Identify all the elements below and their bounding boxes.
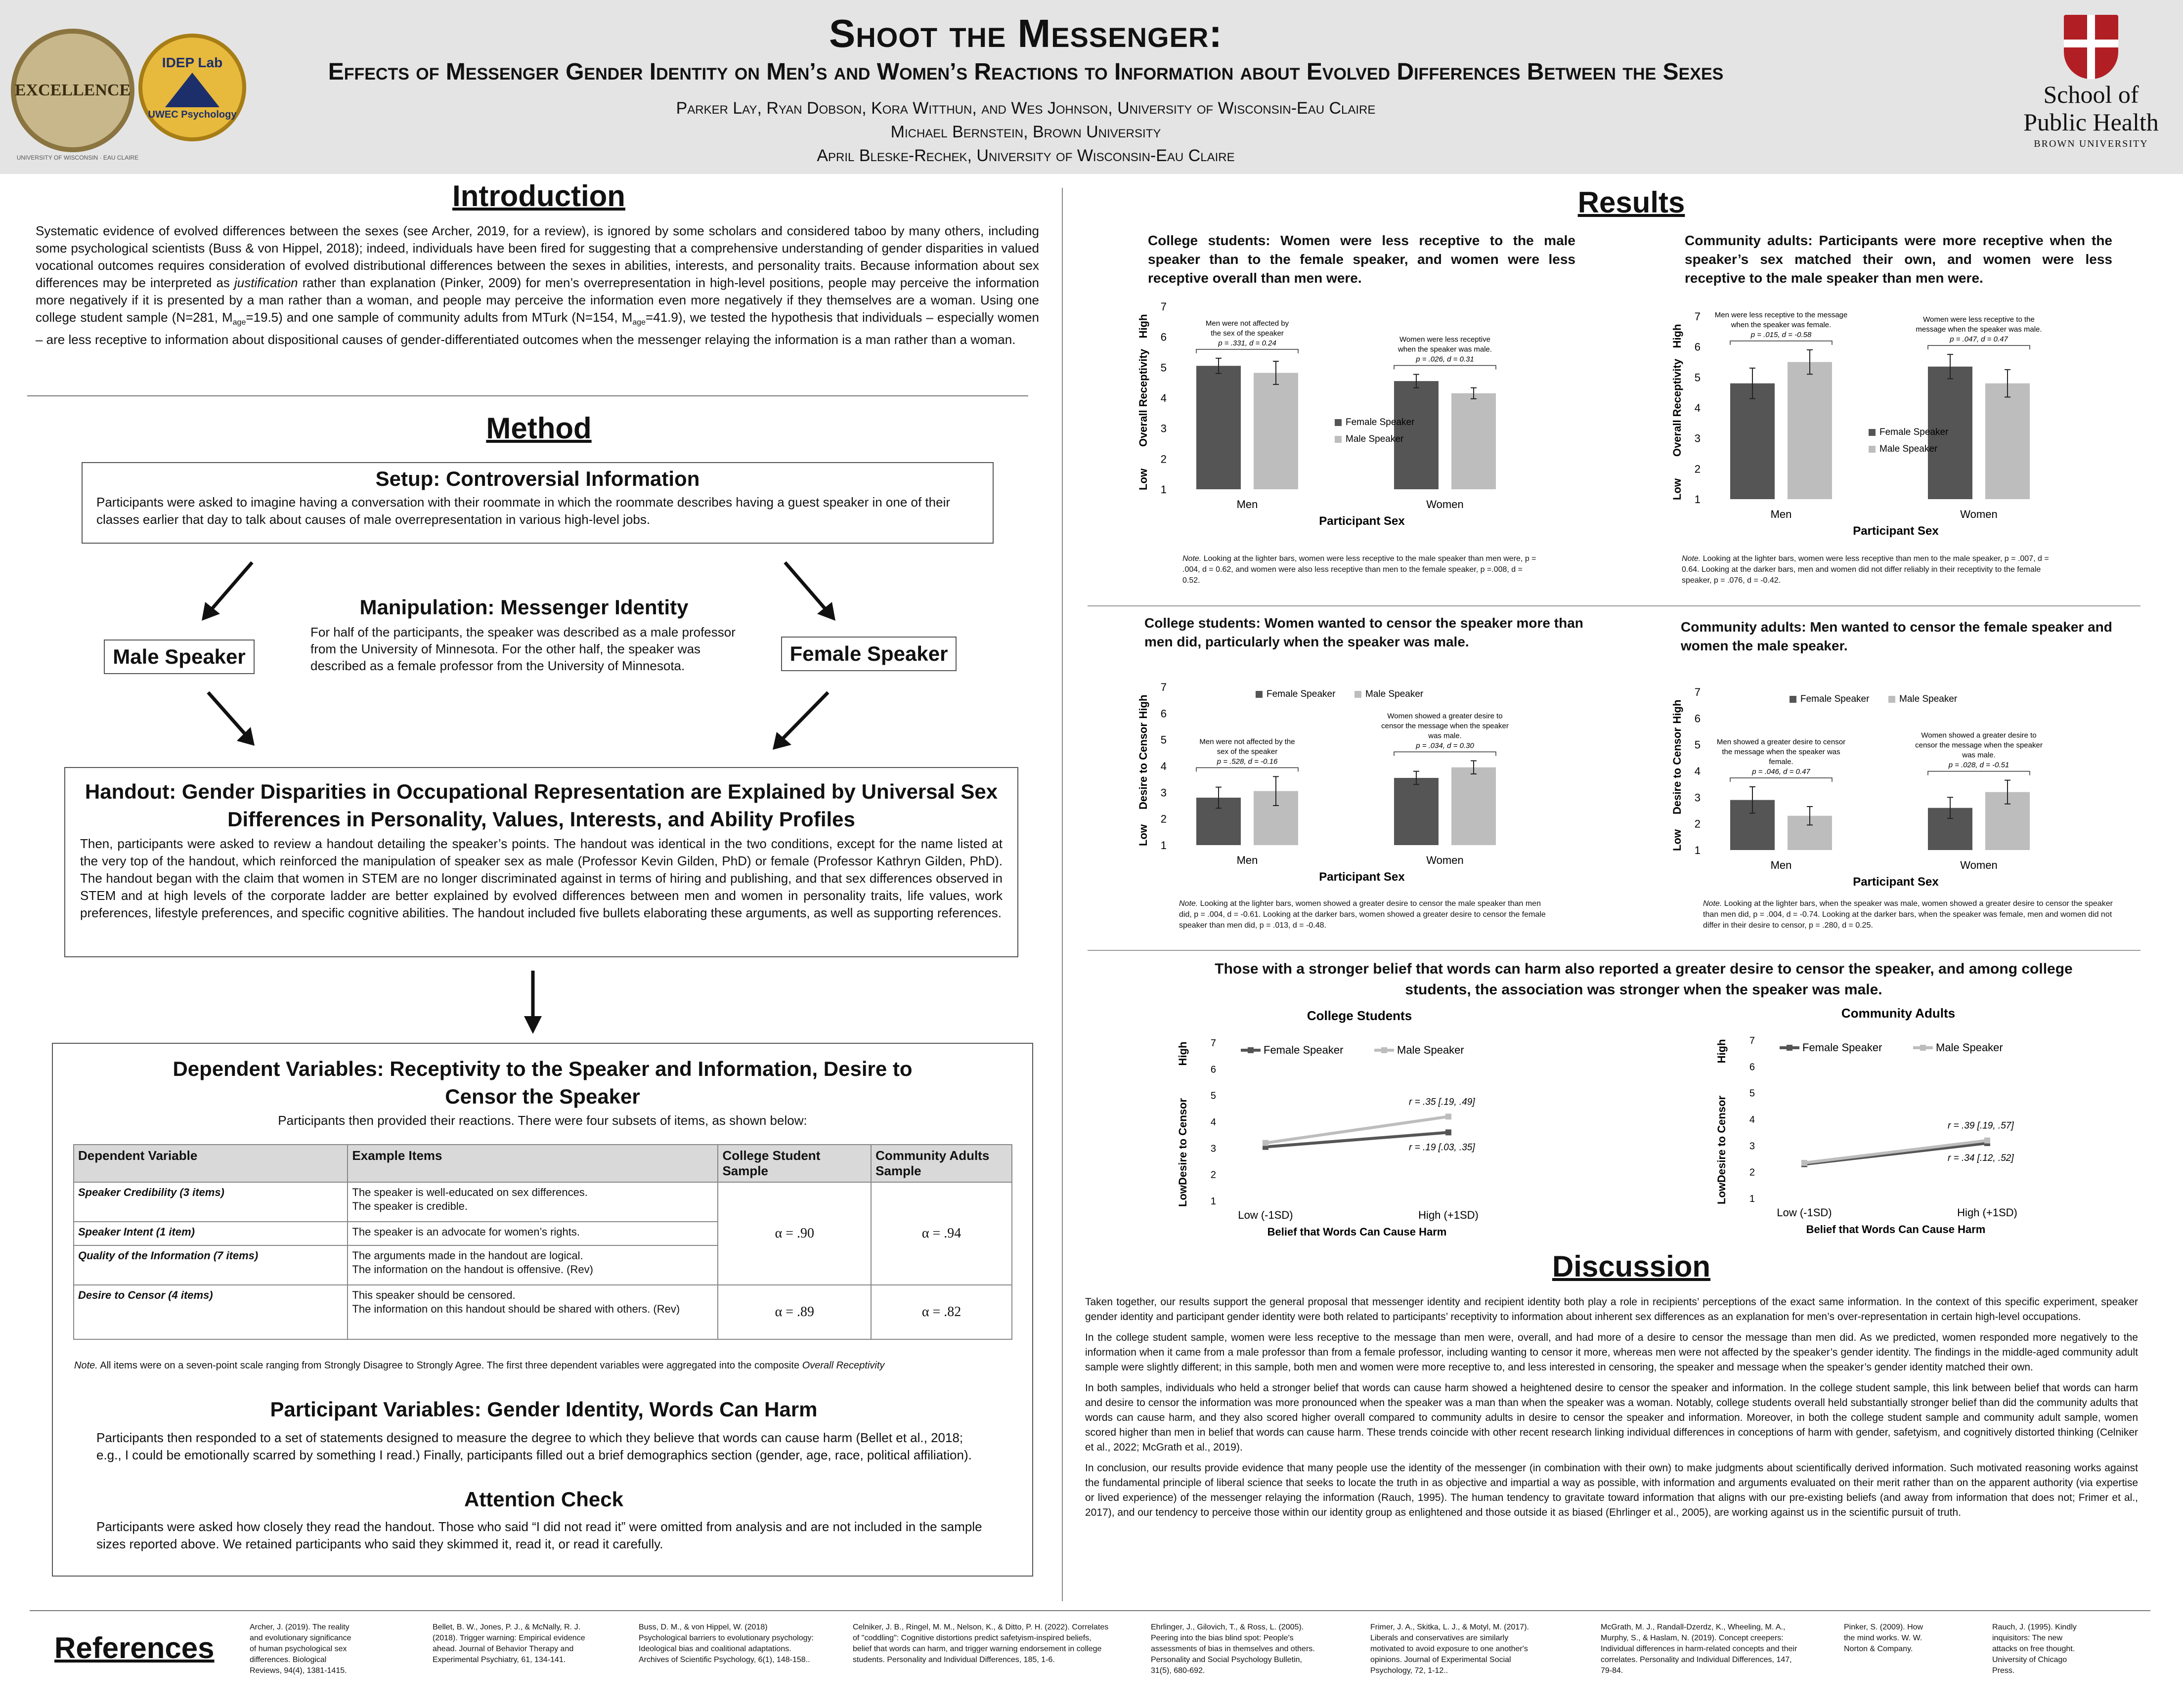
handout-box <box>64 767 1018 957</box>
reference-item: Celniker, J. B., Ringel, M. M., Nelson, K., & Ditto, P. H. (2022). Correlates of "coddling": Cognitive distortions predict safetyism-inspired beliefs, belief that words can harm, and trigger warning endorsement in college students. Personality and Individual Differences, 185, 1-6. <box>853 1623 1109 1664</box>
section-divider <box>27 395 1028 396</box>
y-tick-label: 2 <box>1160 453 1167 466</box>
x-tick-label: Low (-1SD) <box>1238 1209 1293 1221</box>
x-axis-label: Participant Sex <box>1853 524 1939 538</box>
reference-item: Pinker, S. (2009). How the mind works. W. W. Norton & Company. <box>1844 1623 1923 1653</box>
y-axis-label: Desire to Censor <box>1671 727 1683 815</box>
y-axis-low: Low <box>1137 469 1149 490</box>
manipulation-text: For half of the participants, the speaker was described as a male professor from the University of Minnesota. For the other half, the speaker was described as a female professor from the University of Minnesota. <box>310 625 736 673</box>
references-divider <box>30 1610 2150 1611</box>
bell-curve-icon <box>165 73 219 107</box>
note-text: Looking at the lighter bars, women were less receptive to the male speaker than men were, p = .004, d = 0.62, and women were also less receptive than men to the female speaker, p =.008, d = 0.52. <box>1182 555 1536 585</box>
y-axis-low: Low <box>1671 478 1683 500</box>
significance-bracket <box>1730 778 1832 782</box>
legend-label: Male Speaker <box>1397 1044 1464 1056</box>
idep-lab-logo <box>138 34 246 141</box>
y-tick-label: 1 <box>1694 844 1701 856</box>
table-header-cell: College Student Sample <box>718 1145 871 1182</box>
cs-receptivity-chart <box>1122 292 1557 544</box>
references-title: References <box>54 1631 215 1665</box>
y-axis-low: Low <box>1177 1185 1189 1207</box>
bar-annotation: Women showed a greater desire to <box>1387 712 1503 721</box>
legend-swatch <box>1256 691 1263 698</box>
correlation-female: r = .34 [.12, .52] <box>1948 1153 2014 1163</box>
poster-header <box>0 0 2183 174</box>
series-marker <box>1263 1140 1268 1146</box>
x-axis-label: Participant Sex <box>1319 870 1405 884</box>
brown-sph-logo <box>2017 15 2165 150</box>
intro-italic: justification <box>234 275 298 290</box>
discussion-text <box>1085 1295 2138 1520</box>
bar-annotation: Women were less receptive to the <box>1923 315 2035 324</box>
bar-annotation: p = .046, d = 0.47 <box>1752 768 1810 776</box>
y-tick-label: 5 <box>1694 738 1701 751</box>
table-note-label: Note. <box>74 1360 98 1371</box>
arrow-female-to-handout <box>769 689 833 754</box>
ca-receptivity-note <box>1682 554 2057 586</box>
y-tick-label: 5 <box>1160 361 1167 374</box>
reference-item: Rauch, J. (1995). Kindly inquisitors: The new attacks on free thought. University of Chicago Press. <box>1992 1623 2077 1675</box>
y-axis-low: Low <box>1137 824 1149 846</box>
y-tick-label: 1 <box>1160 839 1167 852</box>
x-axis-label: Participant Sex <box>1319 514 1405 528</box>
y-axis-high: High <box>1137 694 1149 719</box>
results-title: Results <box>1577 186 1685 219</box>
ca-belief-line-chart <box>1691 1006 2096 1238</box>
note-text: Looking at the lighter bars, women showed a greater desire to censor the male speaker than men did, p = .004, d = -0.61. Looking at the darker bars, women showed a greater desire to censor the female speaker than men did, p = .013, d = -0.48. <box>1179 899 1546 930</box>
legend-label: Female Speaker <box>1802 1041 1882 1054</box>
method-title: Method <box>486 412 592 445</box>
table-note <box>74 1360 1013 1371</box>
y-tick-label: 7 <box>1749 1035 1755 1046</box>
results-divider <box>1088 605 2140 606</box>
bar-annotation: was male. <box>1962 751 1996 760</box>
handout-title: Handout: Gender Disparities in Occupational Representation are Explained by Universal Sex Differences in Personality, Values, Interests, and Ability Profiles <box>85 780 998 831</box>
author-line-2: Michael Bernstein, Brown University <box>890 123 1161 141</box>
y-tick-label: 7 <box>1160 300 1167 313</box>
x-tick-label: Women <box>1960 859 1998 871</box>
significance-bracket <box>1196 768 1298 771</box>
y-axis-high: High <box>1671 699 1683 724</box>
y-tick-label: 1 <box>1694 493 1701 506</box>
table-cell-variable: Speaker Intent (1 item) <box>74 1222 348 1245</box>
bar-annotation: message when the speaker was male. <box>1916 325 2042 334</box>
y-tick-label: 1 <box>1210 1196 1216 1207</box>
y-tick-label: 2 <box>1694 817 1701 830</box>
arrow-to-dv <box>518 969 548 1035</box>
x-tick-label: Men <box>1770 508 1792 520</box>
legend-swatch <box>1335 419 1342 426</box>
setup-text: Participants were asked to imagine having a conversation with their roommate in which the roommate describes having a guest speaker in one of their classes earlier that day to talk about causes of male overrepresentation in various high-level jobs. <box>96 495 951 527</box>
legend-marker <box>1787 1045 1792 1051</box>
y-tick-label: 5 <box>1210 1090 1216 1102</box>
cs-censor-chart <box>1122 672 1557 899</box>
bar <box>1254 373 1298 489</box>
legend-swatch <box>1869 429 1876 436</box>
y-tick-label: 6 <box>1694 712 1701 725</box>
legend-label: Male Speaker <box>1899 694 1958 704</box>
table-row <box>74 1285 1012 1339</box>
y-axis-label: Desire to Censor <box>1177 1098 1189 1186</box>
bar-annotation: Women showed a greater desire to <box>1921 731 2037 740</box>
setup-box <box>82 462 994 544</box>
y-axis-label: Overall Receptivity <box>1671 358 1683 457</box>
table-cell-alpha: α = .90 <box>718 1182 871 1285</box>
note-text: Looking at the lighter bars, when the speaker was male, women showed a greater desire to censor the speaker than men did, p = .004, d = -0.74. Looking at the darker bars, when the speaker was female, men and women did not differ in their desire to censor, p = .280, d = 0.25. <box>1703 899 2113 930</box>
bar <box>1985 384 2030 499</box>
significance-bracket <box>1928 771 2030 775</box>
bar <box>1730 384 1775 499</box>
series-marker <box>1801 1160 1807 1166</box>
participant-variables-text: Participants then responded to a set of statements designed to measure the degree to which they believe that words can cause harm (Bellet et al., 2018; e.g., I could be emotionally scarred by something I read.) Finally, participants filled out a brief demographics section (gender, age, race, political affiliation). <box>96 1430 972 1462</box>
bar-annotation: censor the message when the speaker <box>1381 722 1509 730</box>
correlation-male: r = .35 [.19, .49] <box>1409 1097 1475 1108</box>
discussion-paragraph: In both samples, individuals who held a stronger belief that words can cause harm showed a heightened desire to censor the speaker and information. In the college student sample, this link between belief that words can harm and desire to censor the information was more pronounced when the speaker was a man than when the speaker was a woman. Notably, college students overall held substantially stronger belief than did the community adults that words can cause harm, and they also scored higher overall compared to community adults in desire to censor the speaker and information. Moreover, in both the college student sample and community adult sample, women scored higher than men in belief that words can cause harm. These trends coincide with other recent research linking individual differences in conceptions of harm with gender, safetyism, and cognitively distorted thinking (Celniker et al., 2022; McGrath et al., 2019). <box>1085 1382 2138 1453</box>
y-axis-high: High <box>1671 324 1683 348</box>
bar-annotation: p = .026, d = 0.31 <box>1416 355 1474 364</box>
bar-annotation: Men were not affected by <box>1205 319 1289 328</box>
intro-text-1: Systematic evidence of evolved differences between the sexes (see Archer, 2019, for a review), is ignored by some scholars and considered taboo by many others, including some psychological scientists (Buss & von Hippel, 2018); indeed, individuals have been fired for suggesting that a comprehensive understanding of gender disparities in valued vocational outcomes requires consideration of evolved distributional differences between the sexes in abilities, interests, and personality traits. Because information about sex differences may be interpreted as <box>36 223 1039 290</box>
legend-label: Female Speaker <box>1800 694 1870 704</box>
bar-annotation: sex of the speaker <box>1217 747 1278 756</box>
y-tick-label: 3 <box>1694 791 1701 804</box>
intro-sub-1: age <box>232 318 246 327</box>
y-tick-label: 3 <box>1749 1141 1755 1152</box>
note-text: Looking at the lighter bars, women were less receptive than men to the male speaker, p = .007, d = 0.64. Looking at the darker bars, men and women did not differ reliably in their receptivity to the female speaker, p = .076, d = -0.42. <box>1682 555 2049 585</box>
table-note-italic: Overall Receptivity <box>802 1360 885 1371</box>
discussion-paragraph: In the college student sample, women were less receptive to the message than men were, overall, and had more of a desire to censor the message than men did. As we predicted, women responded more negatively to the information when it came from a male professor than from a female professor, including wanting to censor it more, whereas men were not affected by the speaker’s gender identity. The findings in the middle-aged community adult sample were slightly different; in this sample, both men and women were more receptive to, and less interested in censoring, the speaker and message when the speaker’s gender identity matched their own. <box>1085 1332 2138 1373</box>
bar-annotation: p = .528, d = -0.16 <box>1217 757 1278 766</box>
y-tick-label: 4 <box>1749 1114 1755 1125</box>
bar-annotation: p = .034, d = 0.30 <box>1416 741 1474 750</box>
reference-item: McGrath, M. J., Randall-Dzerdz, K., Wheeling, M. A., Murphy, S., & Haslam, N. (2019). Concept creepers: Individual differences in harm-related concepts and their correlates. Personality and Individual Differences, 147, 79-84. <box>1601 1623 1797 1675</box>
reference-item: Archer, J. (2019). The reality and evolutionary significance of human psychological sex differences. Biological Reviews, 94(4), 1381-1415. <box>250 1623 351 1675</box>
legend-marker <box>1381 1047 1387 1053</box>
y-tick-label: 7 <box>1160 681 1167 693</box>
series-marker <box>1445 1113 1451 1119</box>
y-tick-label: 7 <box>1694 686 1701 698</box>
correlation-female: r = .19 [.03, .35] <box>1409 1142 1475 1153</box>
y-axis-label: Desire to Censor <box>1137 722 1149 810</box>
legend-label: Female Speaker <box>1879 427 1949 437</box>
table-note-text: All items were on a seven-point scale ranging from Strongly Disagree to Strongly Agree. The first three dependent variables were aggregated into the composite <box>97 1360 802 1371</box>
y-tick-label: 2 <box>1694 463 1701 475</box>
bar <box>1394 778 1439 845</box>
bar-annotation: Men were not affected by the <box>1199 737 1295 746</box>
table-cell-items: The arguments made in the handout are logical. The information on the handout is offensive. (Rev) <box>348 1245 718 1285</box>
note-label: Note. <box>1682 555 1701 563</box>
y-tick-label: 1 <box>1749 1194 1755 1204</box>
x-tick-label: High (+1SD) <box>1418 1209 1479 1221</box>
y-tick-label: 5 <box>1160 733 1167 746</box>
y-tick-label: 4 <box>1160 760 1167 772</box>
legend-label: Male Speaker <box>1879 444 1938 454</box>
legend-swatch <box>1354 691 1361 698</box>
y-tick-label: 7 <box>1694 310 1701 323</box>
uw-eau-claire-seal <box>11 29 134 152</box>
bar-annotation: p = .047, d = 0.47 <box>1950 335 2008 344</box>
y-tick-label: 3 <box>1160 786 1167 799</box>
ca-receptivity-title: Community adults: Participants were more receptive when the speaker’s sex matched their own, and women were less receptive to the male speaker than men were. <box>1685 233 2112 286</box>
x-axis-label: Belief that Words Can Cause Harm <box>1806 1223 1986 1236</box>
y-axis-low: Low <box>1671 829 1683 851</box>
y-tick-label: 7 <box>1210 1038 1216 1049</box>
intro-text-2: rather than explanation (Pinker, 2009) for men’s overrepresentation in high-level positions, people may perceive the information more negatively if it is presented by a man rather than a woman, and people may perceive the information even more negatively if they themselves are a woman. Using one college student sample (N=281, M <box>36 275 1039 325</box>
table-header-cell: Dependent Variable <box>74 1145 348 1182</box>
bar-annotation: when the speaker was male. <box>1397 345 1492 354</box>
table-header-cell: Community Adults Sample <box>871 1145 1012 1182</box>
x-axis-label: Belief that Words Can Cause Harm <box>1267 1226 1447 1238</box>
table-header-cell: Example Items <box>348 1145 718 1182</box>
bar-annotation: censor the message when the speaker <box>1915 741 2043 750</box>
y-tick-label: 2 <box>1160 812 1167 825</box>
legend-label: Female Speaker <box>1346 417 1415 427</box>
legend-label: Female Speaker <box>1266 689 1336 699</box>
dv-title: Dependent Variables: Receptivity to the Speaker and Information, Desire to Censor the Speaker <box>173 1057 913 1108</box>
poster-title: Shoot the Messenger: <box>829 11 1223 55</box>
arrow-to-female <box>776 558 840 623</box>
y-axis-low: Low <box>1715 1183 1728 1204</box>
dv-table <box>73 1144 1012 1340</box>
y-tick-label: 3 <box>1210 1143 1216 1154</box>
introduction-title: Introduction <box>452 179 625 213</box>
x-tick-label: Women <box>1960 508 1998 520</box>
ca-censor-note <box>1703 898 2123 931</box>
table-cell-items: This speaker should be censored. The information on this handout should be shared with others. (Rev) <box>348 1285 718 1339</box>
participant-variables-title: Participant Variables: Gender Identity, Words Can Harm <box>270 1398 818 1421</box>
y-tick-label: 4 <box>1694 402 1701 414</box>
bar <box>1451 393 1496 489</box>
seal-text: EXCELLENCE <box>14 81 131 99</box>
note-label: Note. <box>1182 555 1202 563</box>
y-tick-label: 4 <box>1694 765 1701 777</box>
correlation-male: r = .39 [.19, .57] <box>1948 1120 2014 1131</box>
ca-receptivity-chart <box>1656 301 2091 554</box>
y-tick-label: 3 <box>1160 422 1167 435</box>
legend-marker <box>1248 1047 1254 1053</box>
ca-censor-title: Community adults: Men wanted to censor the female speaker and women the male speaker. <box>1681 619 2112 653</box>
author-line-1: Parker Lay, Ryan Dobson, Kora Witthun, and Wes Johnson, University of Wisconsin-Eau Claire <box>676 99 1376 118</box>
bar-annotation: the sex of the speaker <box>1211 329 1284 338</box>
table-cell-variable: Quality of the Information (7 items) <box>74 1245 348 1285</box>
ca-censor-chart <box>1656 677 2091 904</box>
idep-top-text: IDEP Lab <box>162 54 223 70</box>
brown-shield-icon <box>2064 15 2118 79</box>
bar-annotation: p = .331, d = 0.24 <box>1218 339 1276 347</box>
bar-annotation: p = .015, d = -0.58 <box>1750 330 1812 339</box>
reference-item: Frimer, J. A., Skitka, L. J., & Motyl, M. (2017). Liberals and conservatives are similarly motivated to avoid exposure to one another's opinions. Journal of Experimental Social Psychology, 72, 1-12.. <box>1370 1623 1529 1675</box>
sph-line-2: Public Health <box>2023 108 2159 136</box>
intro-text-4: =41.9), we tested the hypothesis that individuals – especially women – are less receptive to information about dispositional causes of gender-differentiated outcomes when the messenger relaying the information is a man rather than a woman. <box>36 310 1040 347</box>
idep-bottom-text: UWEC Psychology <box>148 109 237 120</box>
significance-bracket <box>1730 341 1832 345</box>
y-tick-label: 2 <box>1749 1167 1755 1178</box>
y-tick-label: 6 <box>1160 707 1167 720</box>
y-tick-label: 6 <box>1210 1064 1216 1075</box>
intro-sub-2: age <box>632 318 646 327</box>
y-axis-high: High <box>1137 314 1149 339</box>
bar-annotation: the message when the speaker was <box>1722 748 1840 756</box>
attention-check-title: Attention Check <box>464 1488 623 1511</box>
legend-swatch <box>1888 696 1895 703</box>
bar-annotation: female. <box>1769 758 1793 766</box>
legend-swatch <box>1790 696 1796 703</box>
y-tick-label: 6 <box>1160 331 1167 343</box>
table-cell-alpha: α = .82 <box>871 1285 1012 1339</box>
line-chart-title: Community Adults <box>1841 1006 1956 1021</box>
legend-label: Male Speaker <box>1346 434 1404 444</box>
bar <box>1451 768 1496 845</box>
female-speaker-box: Female Speaker <box>781 637 957 671</box>
y-axis-label: Desire to Censor <box>1715 1095 1728 1183</box>
cs-censor-note <box>1179 898 1555 931</box>
table-cell-variable: Desire to Censor (4 items) <box>74 1285 348 1339</box>
manipulation-title: Manipulation: Messenger Identity <box>359 596 689 619</box>
bar-annotation: was male. <box>1428 731 1462 740</box>
bar-annotation: p = .028, d = -0.51 <box>1948 761 2009 769</box>
table-cell-items: The speaker is an advocate for women’s rights. <box>348 1222 718 1245</box>
cs-receptivity-title: College students: Women were less receptive to the male speaker than to the female speaker, and women were less receptive overall than men were. <box>1148 233 1575 286</box>
bar-annotation: Men were less receptive to the message <box>1714 310 1848 319</box>
y-tick-label: 6 <box>1749 1062 1755 1073</box>
legend-swatch <box>1335 436 1342 443</box>
cs-receptivity-note <box>1182 554 1538 586</box>
setup-title: Setup: Controversial Information <box>375 467 700 490</box>
introduction-text <box>36 222 1039 348</box>
legend-swatch <box>1869 446 1876 453</box>
sph-line-3: BROWN UNIVERSITY <box>2034 138 2148 149</box>
discussion-paragraph: In conclusion, our results provide evidence that many people use the identity of the messenger (in combination with their own) to make judgments about scientifically derived information. Such motivated reasoning works against the fundamental principle of liberal science that seeks to locate the truth in as objective and impartial a way as possible, with information and arguments evaluated on their merit rather than on the apparent authority (via expertise or lived experience) of the messenger relaying the information (Rauch, 1995). The human tendency to gravitate toward information that aligns with our pre-existing beliefs (and away from information that does not; Frimer et al., 2017), and our tendency to perceive those within our identity group as enlightened and those outside it as biased (Ehrlinger et al., 2005), are working against us in the scientific pursuit of truth. <box>1085 1462 2138 1518</box>
legend-label: Male Speaker <box>1936 1041 2003 1054</box>
table-cell-variable: Speaker Credibility (3 items) <box>74 1182 348 1222</box>
bar-annotation: Men showed a greater desire to censor <box>1716 738 1846 746</box>
sph-line-1: School of <box>2043 81 2139 108</box>
table-cell-items: The speaker is well-educated on sex differences. The speaker is credible. <box>348 1182 718 1222</box>
y-tick-label: 4 <box>1160 392 1167 404</box>
author-line-3: April Bleske-Rechek, University of Wisconsin-Eau Claire <box>817 146 1235 165</box>
table-cell-alpha: α = .89 <box>718 1285 871 1339</box>
cs-belief-line-chart <box>1152 1008 1557 1240</box>
poster-subtitle: Effects of Messenger Gender Identity on Men’s and Women’s Reactions to Information about Evolved Differences Between the Sexes <box>328 59 1724 85</box>
y-axis-label: Overall Receptivity <box>1137 348 1149 447</box>
y-tick-label: 5 <box>1694 371 1701 384</box>
attention-check-text: Participants were asked how closely they read the handout. Those who said “I did not read it” were omitted from analysis and are not included in the sample sizes reported above. We retained participants who said they skimmed it, read it, or read it carefully. <box>96 1519 982 1551</box>
significance-bracket <box>1394 366 1496 370</box>
table-cell-alpha: α = .94 <box>871 1182 1012 1285</box>
line-chart-title: College Students <box>1307 1008 1412 1023</box>
arrow-to-male <box>198 558 262 623</box>
x-axis-label: Participant Sex <box>1853 875 1939 889</box>
x-tick-label: Women <box>1426 854 1464 866</box>
reference-item: Ehrlinger, J., Gilovich, T., & Ross, L. (2005). Peering into the bias blind spot: People's assessments of bias in themselves and others. Personality and Social Psychology Bulletin, 31(5), 680-692. <box>1151 1623 1315 1675</box>
arrow-male-to-handout <box>205 689 260 749</box>
table-row <box>74 1182 1012 1222</box>
y-axis-high: High <box>1715 1039 1728 1064</box>
bar-annotation: Women were less receptive <box>1399 335 1490 344</box>
male-speaker-box: Male Speaker <box>104 640 255 674</box>
significance-bracket <box>1196 349 1298 353</box>
discussion-title: Discussion <box>1552 1250 1711 1283</box>
y-tick-label: 1 <box>1160 483 1167 496</box>
cs-censor-title: College students: Women wanted to censor the speaker more than men did, particularly when the speaker was male. <box>1144 615 1583 649</box>
bar <box>1788 362 1832 500</box>
note-label: Note. <box>1179 899 1198 908</box>
y-axis-high: High <box>1177 1041 1189 1066</box>
y-tick-label: 2 <box>1210 1169 1216 1181</box>
significance-bracket <box>1928 345 2030 349</box>
results-divider <box>1088 950 2140 951</box>
column-divider <box>1062 188 1063 1601</box>
x-tick-label: High (+1SD) <box>1957 1206 2017 1219</box>
belief-headline: Those with a stronger belief that words can harm also reported a greater desire to censor the speaker, and among college students, the association was stronger when the speaker was male. <box>1215 961 2073 998</box>
table-header-row <box>74 1145 1012 1182</box>
series-marker <box>1984 1138 1990 1144</box>
significance-bracket <box>1394 752 1496 756</box>
x-tick-label: Men <box>1236 854 1258 866</box>
legend-label: Female Speaker <box>1264 1044 1344 1056</box>
discussion-paragraph: Taken together, our results support the general proposal that messenger identity and recipient identity both play a role in recipients’ perceptions of the exact same information. In the context of this specific experiment, speaker gender identity and participant gender identity were both related to participants’ receptivity to information about inherent sex differences as an explanation for men’s over-representation in certain high-level occupations. <box>1085 1296 2138 1323</box>
x-tick-label: Low (-1SD) <box>1777 1206 1832 1219</box>
note-label: Note. <box>1703 899 1722 908</box>
y-tick-label: 6 <box>1694 341 1701 353</box>
reference-item: Bellet, B. W., Jones, P. J., & McNally, R. J. (2018). Trigger warning: Empirical evidence ahead. Journal of Behavior Therapy and Experimental Psychiatry, 61, 134-141. <box>433 1623 585 1664</box>
series-marker <box>1445 1129 1451 1135</box>
y-tick-label: 3 <box>1694 432 1701 445</box>
x-tick-label: Men <box>1236 498 1258 511</box>
intro-text-3: =19.5) and one sample of community adults from MTurk (N=154, M <box>246 310 633 325</box>
seal-ring-text: UNIVERSITY OF WISCONSIN · EAU CLAIRE <box>16 154 139 161</box>
y-tick-label: 5 <box>1749 1088 1755 1099</box>
legend-label: Male Speaker <box>1365 689 1424 699</box>
reference-item: Buss, D. M., & von Hippel, W. (2018) Psychological barriers to evolutionary psychology: Ideological bias and coalitional adaptations. Archives of Scientific Psychology, 6(1), 148-158.. <box>639 1623 814 1664</box>
x-tick-label: Women <box>1426 498 1464 511</box>
legend-marker <box>1920 1045 1926 1051</box>
bar-annotation: when the speaker was female. <box>1731 320 1832 329</box>
x-tick-label: Men <box>1770 859 1792 871</box>
y-tick-label: 4 <box>1210 1117 1216 1128</box>
handout-text: Then, participants were asked to review a handout detailing the speaker’s points. The handout was identical in the two conditions, except for the name listed at the very top of the handout, which reinforced the manipulation of speaker sex as male (Professor Kevin Gilden, PhD) or female (Professor Kathryn Gilden, PhD). The handout began with the claim that women in STEM are no longer discriminated against in terms of hiring and publishing, and that sex differences observed in STEM and at high levels of the corporate ladder are better explained by evolved differences between men and women in personality traits, life values, work preferences, lifestyle preferences, and specific cognitive abilities. The handout included five bullets elaborating these arguments, as well as supporting references. <box>80 836 1003 920</box>
dv-intro: Participants then provided their reactions. There were four subsets of items, as shown below: <box>278 1113 807 1128</box>
bar <box>1196 366 1241 489</box>
